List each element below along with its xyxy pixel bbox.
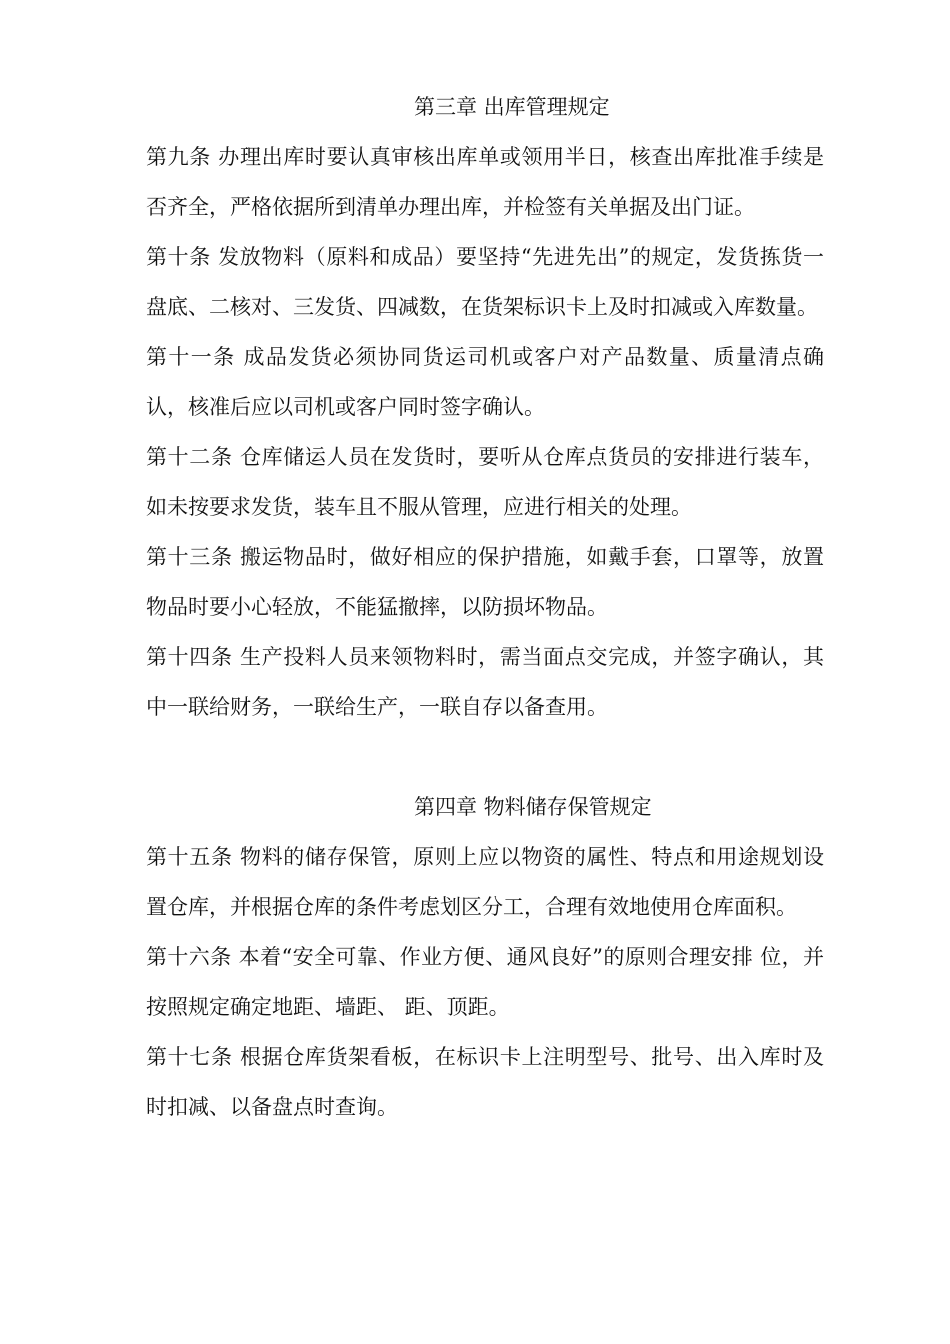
chapter-4-title: 第四章 物料储存保管规定 [414,795,652,819]
article-14: 第十四条 生产投料人员来领物料时，需当面点交完成，并签字确认，其中一联给财务，一联给生产，一联自存以备查用。 [146,645,824,719]
article-16: 第十六条 本着“安全可靠、作业方便、通风良好”的原则合理安排 位，并按照规定确定地距、墙距、 距、顶距。 [146,945,824,1019]
article-17: 第十七条 根据仓库货架看板，在标识卡上注明型号、批号、出入库时及时扣减、以备盘点时查询。 [146,1045,824,1119]
article-12: 第十二条 仓库储运人员在发货时，要听从仓库点货员的安排进行装车，如未按要求发货，装车且不服从管理，应进行相关的处理。 [146,445,824,519]
chapter-3-title: 第三章 出库管理规定 [414,95,610,119]
article-11: 第十一条 成品发货必须协同货运司机或客户对产品数量、质量清点确认，核准后应以司机或客户同时签字确认。 [146,345,824,419]
article-15: 第十五条 物料的储存保管，原则上应以物资的属性、特点和用途规划设置仓库，并根据仓库的条件考虑划区分工，合理有效地使用仓库面积。 [146,845,824,919]
document-page [146,82,824,1132]
article-10: 第十条 发放物料（原料和成品）要坚持“先进先出”的规定，发货拣货一盘底、二核对、三发货、四减数，在货架标识卡上及时扣减或入库数量。 [146,245,824,319]
chapter-spacer [146,732,824,782]
article-13: 第十三条 搬运物品时，做好相应的保护措施，如戴手套，口罩等，放置物品时要小心轻放，不能猛撤摔，以防损坏物品。 [146,545,824,619]
article-9: 第九条 办理出库时要认真审核出库单或领用半日，核查出库批准手续是否齐全，严格依据所到清单办理出库，并检签有关单据及出门证。 [146,145,824,219]
